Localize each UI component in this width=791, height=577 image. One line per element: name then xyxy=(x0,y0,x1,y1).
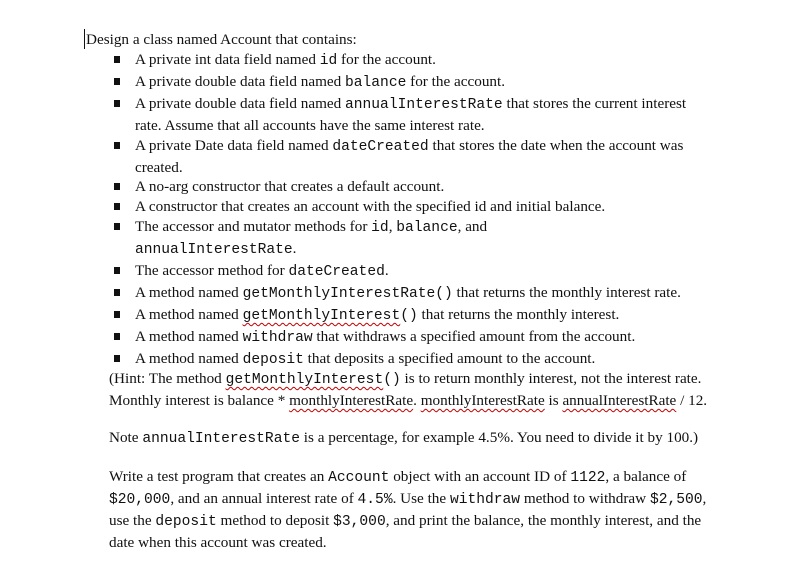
item-text: , xyxy=(388,218,397,236)
item-text: A no-arg constructor that creates a default account. xyxy=(135,178,445,196)
list-item xyxy=(0,283,710,305)
item-text: A private double data field named xyxy=(135,94,346,112)
code-text: withdraw xyxy=(449,491,521,508)
code-text: getMonthlyInterest xyxy=(225,372,384,388)
hint-paragraph xyxy=(109,369,709,411)
task-text: object with an account ID of xyxy=(389,468,571,485)
item-text: A method named xyxy=(135,327,243,345)
term-text: annualInterestRate xyxy=(562,391,677,409)
note-paragraph xyxy=(109,428,709,450)
code-text: annualInterestRate xyxy=(142,431,300,447)
item-text: The accessor method for xyxy=(135,262,289,280)
item-text: A private int data field named xyxy=(135,51,320,68)
code-text: () xyxy=(383,372,401,388)
task-text: , a balance of xyxy=(605,468,687,485)
item-text: A method named xyxy=(135,305,243,323)
hint-text: / 12. xyxy=(676,391,708,409)
list-item xyxy=(0,177,710,197)
hint-text: (Hint: The method xyxy=(109,370,226,387)
task-text: method to deposit xyxy=(216,511,334,529)
item-text: that stores the date when the account was created. xyxy=(135,136,684,176)
task-text: , and print the balance, the monthly interest, and the date when this account was created. xyxy=(109,511,702,551)
hint-text: is xyxy=(544,391,563,409)
item-text: A private Date data field named xyxy=(135,136,333,154)
code-text: $3,000 xyxy=(333,513,386,530)
code-text: withdraw xyxy=(242,329,313,346)
list-item xyxy=(0,72,710,94)
note-text: Note xyxy=(109,429,143,446)
code-text: getMonthlyInterestRate() xyxy=(242,285,453,302)
code-text: deposit xyxy=(155,513,217,530)
item-text: for the account. xyxy=(406,72,506,90)
code-text: balance xyxy=(396,220,458,237)
task-text: . Use the xyxy=(392,489,450,507)
item-text: that returns the monthly interest rate. xyxy=(452,283,681,301)
code-text: 4.5% xyxy=(357,491,393,508)
list-item xyxy=(0,197,710,217)
list-item xyxy=(0,327,710,349)
task-text: , and an annual interest rate of xyxy=(170,489,358,507)
code-text: $20,000 xyxy=(109,491,171,508)
term-text: monthlyInterestRate xyxy=(420,391,545,409)
list-item xyxy=(0,94,710,136)
list-item xyxy=(0,136,710,178)
requirements-list xyxy=(0,50,710,371)
item-text: A constructor that creates an account with the specified id and initial balance. xyxy=(135,198,606,216)
task-text: , use the xyxy=(109,489,707,529)
code-text: 1122 xyxy=(570,470,606,486)
heading: Design a class named Account that contains: xyxy=(86,31,357,48)
code-text: id xyxy=(371,220,389,237)
note-text: is a percentage, for example 4.5%. You need to divide it by 100.) xyxy=(299,429,699,446)
list-item xyxy=(0,217,710,261)
code-text: balance xyxy=(345,74,407,91)
task-text: method to withdraw xyxy=(520,489,650,507)
item-text: A method named xyxy=(135,349,243,367)
code-text: annualInterestRate xyxy=(345,96,503,113)
item-text: A private double data field named xyxy=(135,72,346,90)
item-text: that withdraws a specified amount from the account. xyxy=(312,327,636,345)
item-text: that returns the monthly interest. xyxy=(417,305,620,323)
list-item xyxy=(0,349,710,371)
item-text: , and xyxy=(457,218,488,236)
item-text: . xyxy=(292,240,297,258)
hint-text: is to return monthly interest, not the interest rate. Monthly interest is balance * xyxy=(109,370,702,409)
list-item xyxy=(0,50,710,72)
code-text: getMonthlyInterest xyxy=(242,307,401,324)
item-text: The accessor and mutator methods for xyxy=(135,218,372,236)
code-text: deposit xyxy=(242,351,304,368)
item-text: A method named xyxy=(135,283,243,301)
code-text: dateCreated xyxy=(332,138,429,155)
item-text: . xyxy=(384,262,389,280)
text-cursor xyxy=(84,29,85,49)
code-text: Account xyxy=(328,470,390,486)
hint-text: . xyxy=(413,391,421,409)
code-text: id xyxy=(319,53,338,69)
code-text: $2,500 xyxy=(649,491,703,508)
term-text: monthlyInterestRate xyxy=(289,391,414,409)
code-text: annualInterestRate xyxy=(135,242,293,259)
list-item xyxy=(0,305,710,327)
item-text: that stores the current interest rate. Assume that all accounts have the same interest rate. xyxy=(135,94,687,134)
task-paragraph xyxy=(109,467,709,553)
item-text: that deposits a specified amount to the account. xyxy=(303,349,596,367)
code-text: () xyxy=(400,307,418,324)
item-text: for the account. xyxy=(337,51,436,68)
task-text: Write a test program that creates an xyxy=(109,468,329,485)
list-item xyxy=(0,261,710,283)
code-text: dateCreated xyxy=(288,264,385,281)
